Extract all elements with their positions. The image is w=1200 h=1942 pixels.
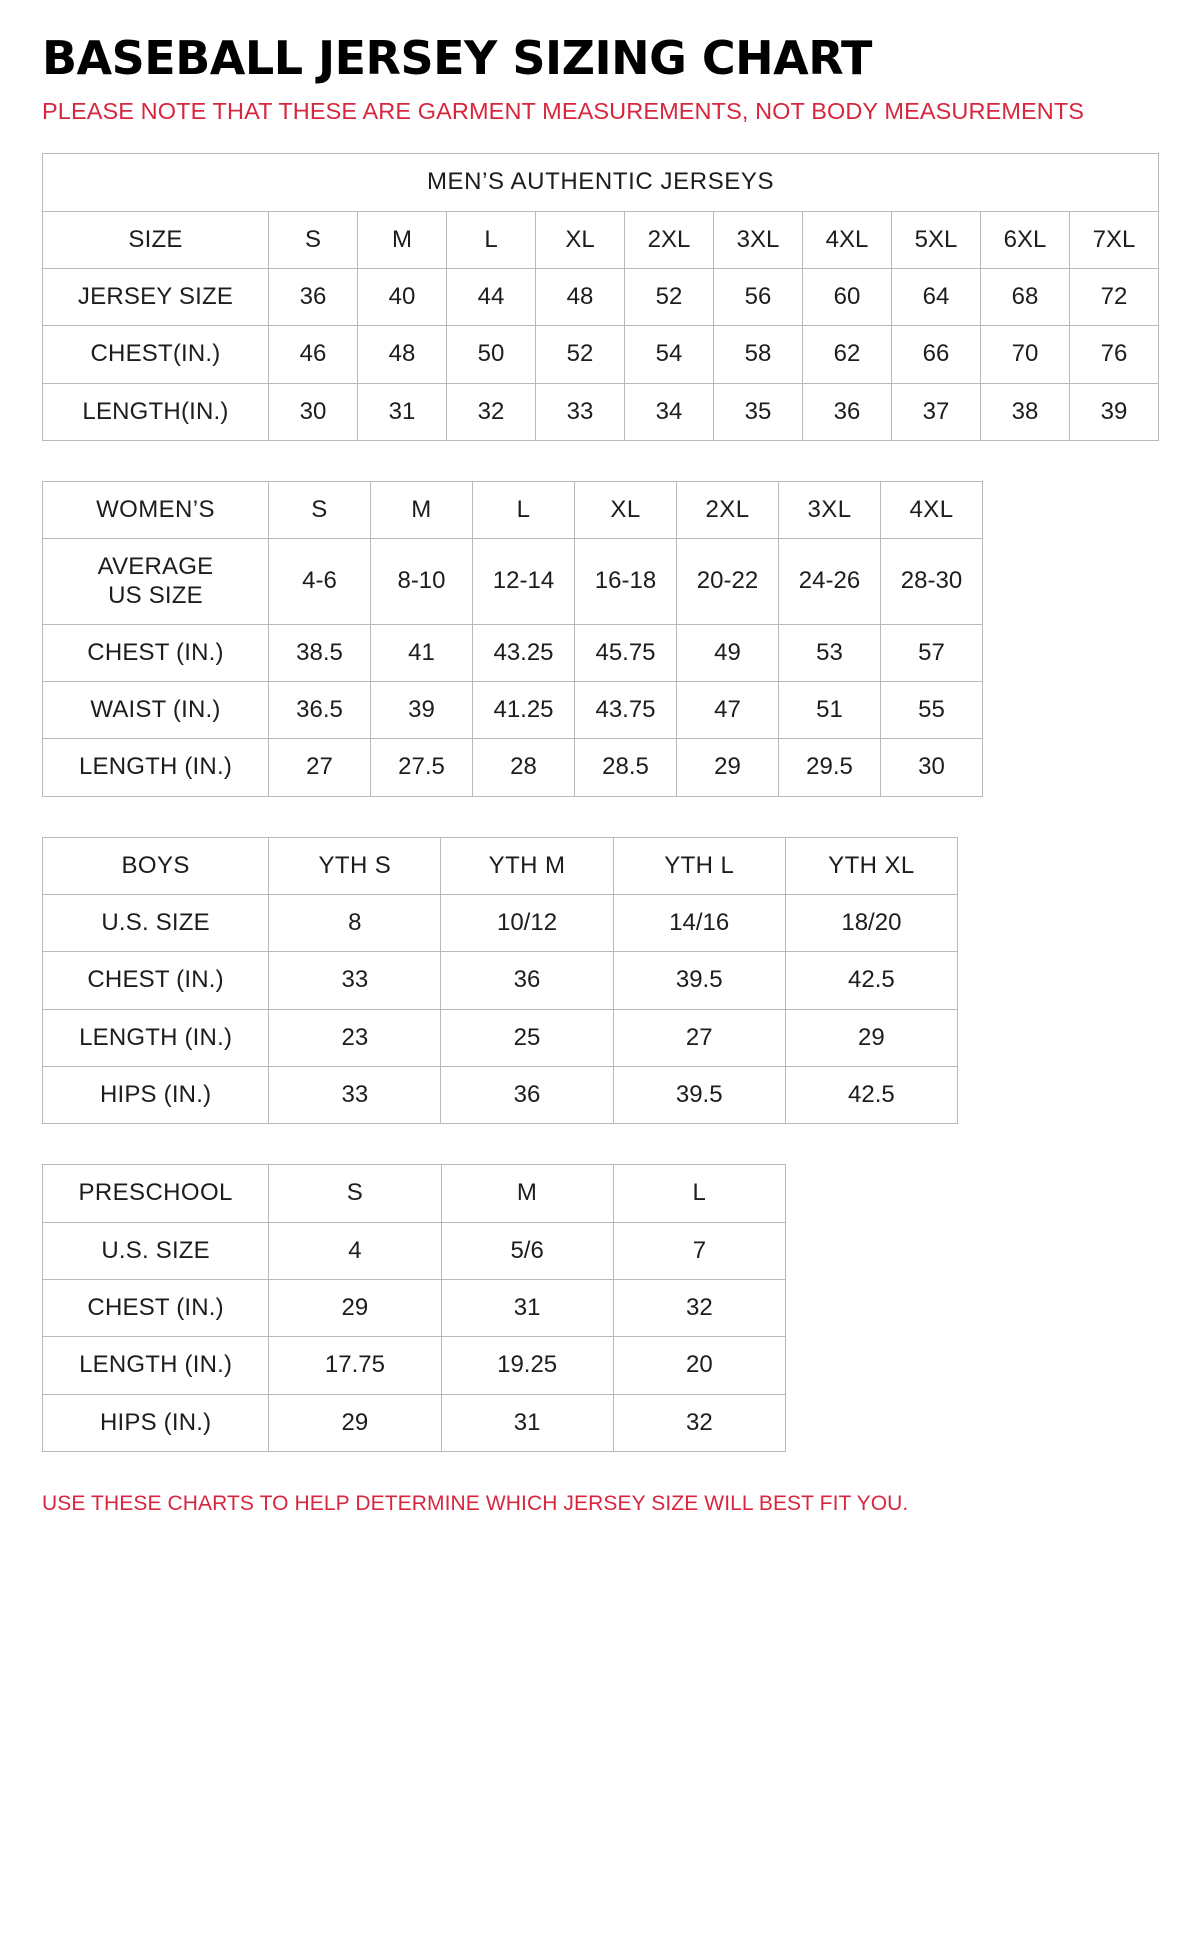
table-cell: 49	[677, 624, 779, 681]
column-header: 3XL	[779, 481, 881, 538]
column-header: S	[269, 1165, 441, 1222]
table-cell: 35	[714, 383, 803, 440]
table-cell: 45.75	[575, 624, 677, 681]
table-cell: 43.75	[575, 682, 677, 739]
table-cell: 36	[269, 268, 358, 325]
column-header: PRESCHOOL	[43, 1165, 269, 1222]
table-cell: 19.25	[441, 1337, 613, 1394]
column-header: M	[358, 211, 447, 268]
table-row	[43, 682, 983, 739]
table-cell: 66	[892, 326, 981, 383]
column-header: YTH XL	[785, 837, 957, 894]
table-cell: 60	[803, 268, 892, 325]
table-cell: 40	[358, 268, 447, 325]
row-label: LENGTH(IN.)	[43, 383, 269, 440]
table-cell: 36	[441, 1067, 613, 1124]
table-row	[43, 624, 983, 681]
table-cell: 57	[881, 624, 983, 681]
table-cell: 42.5	[785, 952, 957, 1009]
table-cell: 76	[1070, 326, 1159, 383]
table-row	[43, 895, 958, 952]
table-cell: 12-14	[473, 539, 575, 625]
table-cell: 27	[613, 1009, 785, 1066]
table-cell: 17.75	[269, 1337, 441, 1394]
row-label	[43, 539, 269, 625]
boys-sizing-table	[42, 837, 958, 1125]
column-header: M	[441, 1165, 613, 1222]
table-cell: 34	[625, 383, 714, 440]
table-cell: 46	[269, 326, 358, 383]
table-cell: 39.5	[613, 1067, 785, 1124]
table-cell: 29	[677, 739, 779, 796]
table-cell: 31	[441, 1279, 613, 1336]
table-row	[43, 268, 1159, 325]
table-cell: 36	[441, 952, 613, 1009]
table-cell: 20	[613, 1337, 785, 1394]
column-header: 4XL	[881, 481, 983, 538]
page-title: BASEBALL JERSEY SIZING CHART	[42, 31, 872, 85]
womens-sizing-table	[42, 481, 983, 797]
table-cell: 42.5	[785, 1067, 957, 1124]
table-cell: 29	[269, 1394, 441, 1451]
table-cell: 16-18	[575, 539, 677, 625]
table-cell: 30	[269, 383, 358, 440]
row-label-line1: AVERAGE	[97, 553, 214, 581]
table-cell: 8	[269, 895, 441, 952]
table-cell: 31	[358, 383, 447, 440]
mens-banner: MEN’S AUTHENTIC JERSEYS	[43, 154, 1159, 211]
table-cell: 48	[536, 268, 625, 325]
column-header: 3XL	[714, 211, 803, 268]
table-cell: 50	[447, 326, 536, 383]
table-cell: 14/16	[613, 895, 785, 952]
column-header: S	[269, 211, 358, 268]
table-cell: 41	[371, 624, 473, 681]
row-label: CHEST (IN.)	[43, 1279, 269, 1336]
table-row	[43, 1067, 958, 1124]
table-cell: 18/20	[785, 895, 957, 952]
table-cell: 33	[269, 1067, 441, 1124]
column-header: 6XL	[981, 211, 1070, 268]
table-cell: 25	[441, 1009, 613, 1066]
row-label: LENGTH (IN.)	[43, 1337, 269, 1394]
table-cell: 39	[1070, 383, 1159, 440]
table-cell: 37	[892, 383, 981, 440]
table-cell: 51	[779, 682, 881, 739]
row-label-line2: US SIZE	[108, 581, 203, 609]
table-cell: 48	[358, 326, 447, 383]
table-cell: 58	[714, 326, 803, 383]
measurement-disclaimer: PLEASE NOTE THAT THESE ARE GARMENT MEASUREMENTS, NOT BODY MEASUREMENTS	[42, 98, 1085, 125]
table-cell: 70	[981, 326, 1070, 383]
table-cell: 32	[447, 383, 536, 440]
row-label: WAIST (IN.)	[43, 682, 269, 739]
table-cell: 36	[803, 383, 892, 440]
table-cell: 32	[613, 1279, 785, 1336]
table-cell: 72	[1070, 268, 1159, 325]
table-row	[43, 383, 1159, 440]
column-header: M	[371, 481, 473, 538]
table-cell: 8-10	[371, 539, 473, 625]
row-label: LENGTH (IN.)	[43, 1009, 269, 1066]
table-cell: 39.5	[613, 952, 785, 1009]
table-cell: 55	[881, 682, 983, 739]
row-label: JERSEY SIZE	[43, 268, 269, 325]
table-cell: 52	[625, 268, 714, 325]
row-label: CHEST(IN.)	[43, 326, 269, 383]
table-header-row	[43, 837, 958, 894]
table-cell: 39	[371, 682, 473, 739]
row-label: U.S. SIZE	[43, 895, 269, 952]
column-header: S	[269, 481, 371, 538]
table-cell: 27	[269, 739, 371, 796]
table-header-row	[43, 1165, 786, 1222]
table-row	[43, 1279, 786, 1336]
table-cell: 7	[613, 1222, 785, 1279]
table-cell: 33	[536, 383, 625, 440]
table-row	[43, 1394, 786, 1451]
column-header: WOMEN’S	[43, 481, 269, 538]
table-cell: 4-6	[269, 539, 371, 625]
table-cell: 52	[536, 326, 625, 383]
table-header-row	[43, 211, 1159, 268]
table-cell: 28.5	[575, 739, 677, 796]
table-cell: 23	[269, 1009, 441, 1066]
column-header: 2XL	[625, 211, 714, 268]
mens-sizing-table	[42, 153, 1159, 441]
table-cell: 38.5	[269, 624, 371, 681]
column-header: L	[473, 481, 575, 538]
table-cell: 33	[269, 952, 441, 1009]
table-row	[43, 326, 1159, 383]
table-header-row	[43, 481, 983, 538]
column-header: L	[613, 1165, 785, 1222]
table-cell: 62	[803, 326, 892, 383]
table-cell: 54	[625, 326, 714, 383]
column-header: YTH M	[441, 837, 613, 894]
table-cell: 68	[981, 268, 1070, 325]
table-row	[43, 539, 983, 625]
row-label: CHEST (IN.)	[43, 952, 269, 1009]
table-cell: 41.25	[473, 682, 575, 739]
table-cell: 32	[613, 1394, 785, 1451]
table-cell: 29.5	[779, 739, 881, 796]
column-header: 7XL	[1070, 211, 1159, 268]
column-header: 2XL	[677, 481, 779, 538]
table-cell: 28	[473, 739, 575, 796]
table-cell: 5/6	[441, 1222, 613, 1279]
row-label: CHEST (IN.)	[43, 624, 269, 681]
table-cell: 29	[785, 1009, 957, 1066]
table-banner-row	[43, 154, 1159, 211]
table-cell: 43.25	[473, 624, 575, 681]
column-header: BOYS	[43, 837, 269, 894]
table-cell: 31	[441, 1394, 613, 1451]
column-header: L	[447, 211, 536, 268]
table-cell: 28-30	[881, 539, 983, 625]
table-cell: 30	[881, 739, 983, 796]
column-header: YTH S	[269, 837, 441, 894]
table-row	[43, 739, 983, 796]
column-header: XL	[536, 211, 625, 268]
column-header: 5XL	[892, 211, 981, 268]
row-label: LENGTH (IN.)	[43, 739, 269, 796]
column-header: 4XL	[803, 211, 892, 268]
table-cell: 10/12	[441, 895, 613, 952]
table-row	[43, 1222, 786, 1279]
table-cell: 4	[269, 1222, 441, 1279]
table-row	[43, 1337, 786, 1394]
table-cell: 36.5	[269, 682, 371, 739]
table-cell: 38	[981, 383, 1070, 440]
table-cell: 64	[892, 268, 981, 325]
preschool-sizing-table	[42, 1164, 786, 1452]
column-header: SIZE	[43, 211, 269, 268]
table-cell: 44	[447, 268, 536, 325]
table-cell: 29	[269, 1279, 441, 1336]
table-cell: 53	[779, 624, 881, 681]
table-cell: 20-22	[677, 539, 779, 625]
table-row	[43, 952, 958, 1009]
row-label: U.S. SIZE	[43, 1222, 269, 1279]
table-cell: 47	[677, 682, 779, 739]
table-cell: 24-26	[779, 539, 881, 625]
table-cell: 56	[714, 268, 803, 325]
column-header: YTH L	[613, 837, 785, 894]
row-label: HIPS (IN.)	[43, 1394, 269, 1451]
table-row	[43, 1009, 958, 1066]
footer-note: USE THESE CHARTS TO HELP DETERMINE WHICH JERSEY SIZE WILL BEST FIT YOU.	[42, 1491, 909, 1515]
column-header: XL	[575, 481, 677, 538]
table-cell: 27.5	[371, 739, 473, 796]
row-label: HIPS (IN.)	[43, 1067, 269, 1124]
